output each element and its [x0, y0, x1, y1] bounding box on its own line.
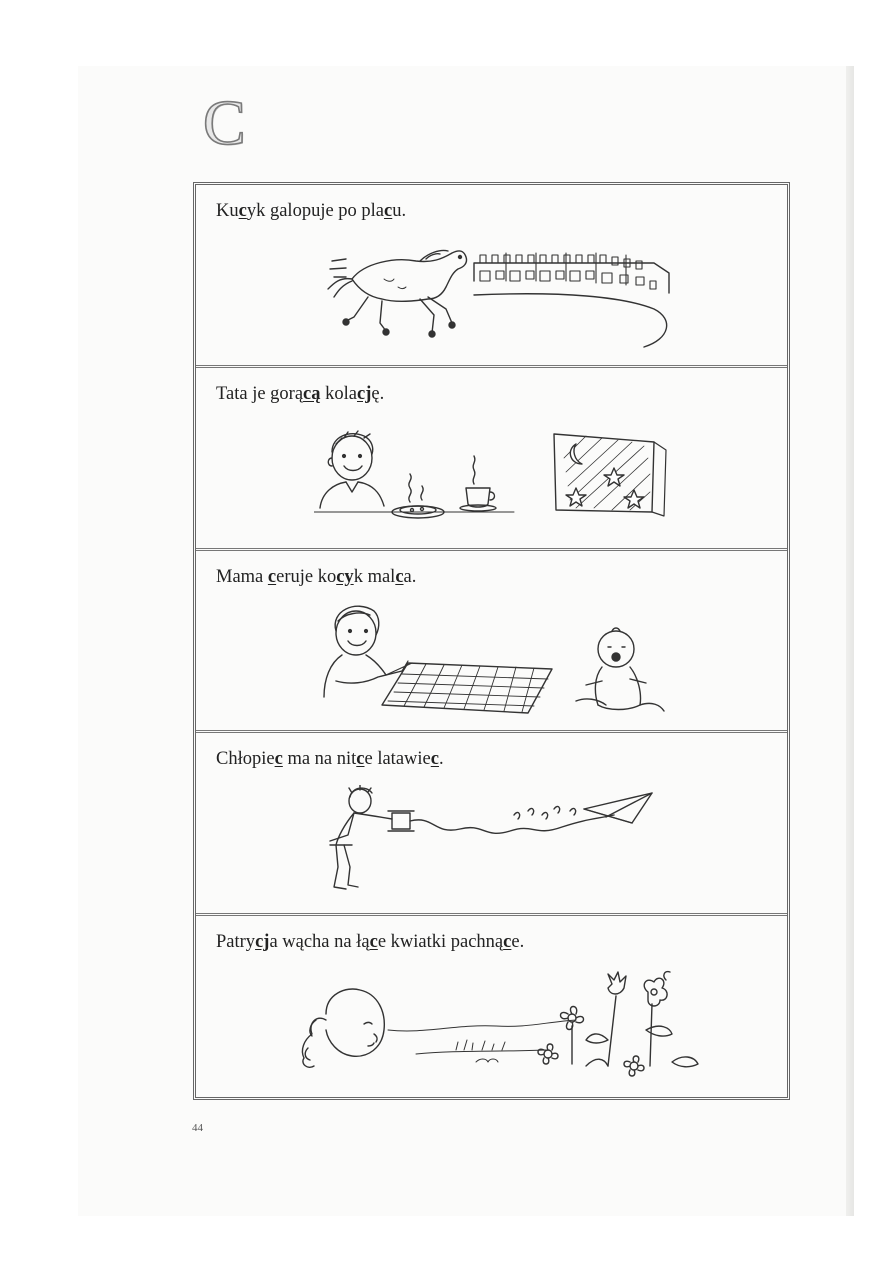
highlighted-letter: c — [267, 567, 277, 587]
sentence-text: . — [438, 749, 444, 769]
sentence-text: Ku — [216, 201, 239, 221]
page-number: 44 — [192, 1122, 203, 1134]
highlighted-letter: cy — [336, 567, 354, 587]
sentence-text: Patry — [216, 932, 256, 952]
sentence-text: Tata je gorą — [216, 384, 304, 404]
highlighted-letter: cą — [303, 384, 321, 404]
page-edge — [846, 66, 854, 1216]
highlighted-letter: c — [274, 749, 283, 769]
highlighted-letter: c — [430, 749, 439, 769]
sentence-text: a wącha na łą — [269, 932, 370, 952]
mom-darning-blanket-icon — [316, 601, 676, 719]
sentence-text: a. — [403, 567, 417, 587]
chapter-letter: C — [203, 87, 246, 158]
sentence-4 — [216, 747, 444, 771]
highlighted-letter: cj — [357, 384, 372, 404]
sentence-text: k mal — [353, 567, 396, 587]
sentence-text: e kwiatki pachną — [377, 932, 504, 952]
sentence-3 — [216, 565, 416, 589]
sentence-text: Mama — [216, 567, 268, 587]
exercise-frame — [193, 182, 790, 1100]
highlighted-letter: cj — [255, 932, 270, 952]
highlighted-letter: c — [503, 932, 512, 952]
highlighted-letter: c — [395, 567, 404, 587]
boy-flying-kite-icon — [314, 785, 664, 897]
exercise-panel-5 — [196, 916, 787, 1097]
sentence-text: ma na nit — [282, 749, 357, 769]
highlighted-letter: c — [369, 932, 378, 952]
dad-dinner-icon — [314, 428, 674, 528]
sentence-text: ę. — [371, 384, 385, 404]
exercise-panel-2 — [196, 368, 787, 551]
sentence-text: kola — [320, 384, 357, 404]
pony-galloping-icon — [324, 239, 684, 349]
sentence-text: e. — [511, 932, 525, 952]
sentence-1 — [216, 199, 406, 223]
girl-smelling-flowers-icon — [286, 970, 706, 1082]
highlighted-letter: c — [356, 749, 365, 769]
exercise-panel-4 — [196, 733, 787, 916]
sentence-text: Chłopie — [216, 749, 275, 769]
highlighted-letter: c — [384, 201, 393, 221]
sentence-text: u. — [392, 201, 407, 221]
sentence-2 — [216, 382, 384, 406]
sentence-5 — [216, 930, 524, 954]
sentence-text: eruje ko — [276, 567, 337, 587]
exercise-panel-3 — [196, 551, 787, 733]
exercise-panel-1 — [196, 185, 787, 368]
highlighted-letter: c — [238, 201, 247, 221]
sentence-text: e latawie — [364, 749, 431, 769]
sentence-text: yk galopuje po pla — [246, 201, 385, 221]
